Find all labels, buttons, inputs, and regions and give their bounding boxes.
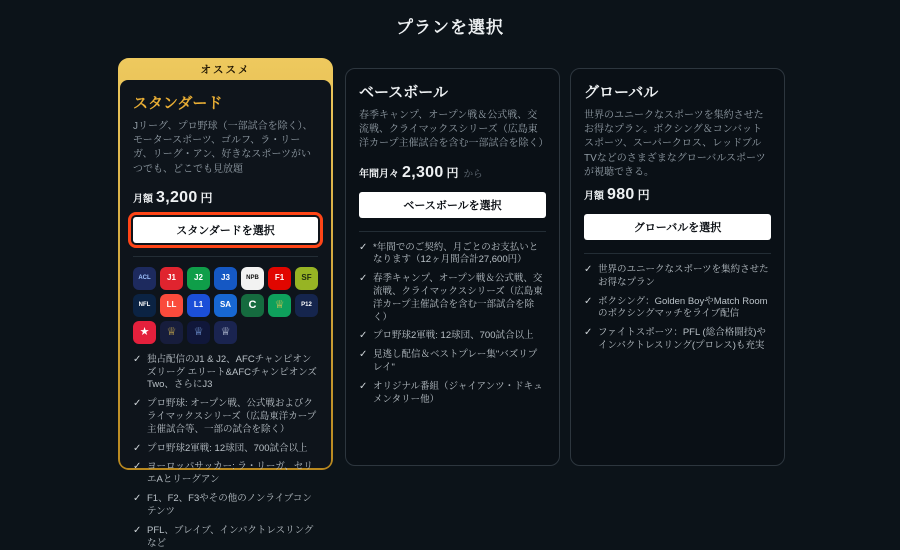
- feature-item: [584, 327, 771, 353]
- ligue1-icon: L1: [187, 294, 210, 317]
- boxing-icon: ★: [133, 321, 156, 344]
- npb-icon: NPB: [241, 267, 264, 290]
- fifa-club-world-cup-icon: ♕: [160, 321, 183, 344]
- check-icon: ✓: [133, 442, 142, 454]
- feature-text: ボクシング：Golden BoyやMatch Roomのボクシングマッチをライブ配信: [598, 295, 768, 320]
- feature-item: [133, 443, 318, 456]
- price-prefix: 月額: [133, 193, 153, 205]
- plan-card-global: [570, 68, 785, 466]
- check-icon: ✓: [359, 273, 368, 285]
- serie-a-icon: SA: [214, 294, 237, 317]
- coppa-italia-icon: ♕: [268, 294, 291, 317]
- feature-text: *年間でのご契約、月ごとのお支払いとなります（12ヶ月間合計27,600円）: [373, 241, 539, 266]
- check-icon: ✓: [133, 493, 142, 505]
- feature-text: F1、F2、F3やその他のノンライブコンテンツ: [147, 493, 312, 517]
- check-icon: ✓: [133, 524, 142, 536]
- feature-item: [359, 330, 546, 343]
- feature-text: プロ野球: オープン戦、公式戦およびクライマックスシリーズ（広島東洋カープ主催試合等、一部の試合を除く）: [147, 398, 317, 435]
- feature-item: [359, 242, 546, 268]
- page-title: プランを選択: [396, 18, 504, 37]
- price-unit: 円: [637, 187, 650, 202]
- price-suffix: から: [463, 168, 483, 180]
- price-value: 3,200: [156, 188, 198, 206]
- plan-title-baseball: ベースボール: [359, 84, 448, 101]
- super-formula-icon: SF: [295, 267, 318, 290]
- divider: [359, 231, 546, 232]
- check-icon: ✓: [133, 461, 142, 473]
- feature-item: [359, 381, 546, 407]
- feature-item: [133, 398, 318, 436]
- price-prefix: 月額: [584, 190, 604, 202]
- feature-text: オリジナル番組（ジャイアンツ・ドキュメンタリー他）: [373, 380, 543, 405]
- plan-price-global: [584, 186, 771, 204]
- f1-icon: F1: [268, 267, 291, 290]
- feature-list-global: [584, 264, 771, 353]
- feature-item: [584, 296, 771, 322]
- check-icon: ✓: [584, 263, 593, 275]
- feature-text: ヨーロッパサッカー: ラ・リーガ、セリエAとリーグアン: [147, 461, 313, 486]
- feature-text: PFL、ブレイブ、インパクトレスリングなど: [147, 524, 314, 549]
- feature-item: [133, 525, 318, 550]
- efl-cup-icon: C: [241, 294, 264, 317]
- check-icon: ✓: [359, 241, 368, 253]
- check-icon: ✓: [359, 349, 368, 361]
- feature-item: [584, 264, 771, 290]
- feature-text: 見逃し配信＆ベストプレー集"バズリプレイ": [373, 349, 538, 374]
- price-unit: 円: [200, 190, 213, 205]
- feature-text: 世界のユニークなスポーツを集約させたお得なプラン: [598, 263, 769, 288]
- plan-description-standard: Jリーグ、プロ野球（一部試合を除く）、モータースポーツ、ゴルフ、ラ・リーガ、リーグ・アン、好きなスポーツがいつでも、どこでも見放題: [133, 121, 313, 175]
- feature-text: プロ野球2軍戦: 12球団、700試合以上: [373, 330, 534, 342]
- select-standard-button[interactable]: スタンダードを選択: [133, 217, 318, 243]
- select-baseball-button[interactable]: ベースボールを選択: [359, 192, 546, 218]
- feature-item: [133, 354, 318, 392]
- feature-text: 独占配信のJ1 & J2、AFCチャンピオンズリーグ エリート&AFCチャンピオンズTwo、さらにJ3: [147, 353, 317, 391]
- feature-list-standard: [133, 354, 318, 550]
- feature-item: [133, 461, 318, 487]
- check-icon: ✓: [133, 353, 142, 365]
- feature-item: [359, 349, 546, 375]
- price-unit: 円: [446, 165, 459, 180]
- feature-list-baseball: [359, 242, 546, 407]
- laliga-icon: LL: [160, 294, 183, 317]
- j1-league-icon: J1: [160, 267, 183, 290]
- premier12-icon: P12: [295, 294, 318, 317]
- divider: [133, 256, 318, 257]
- club-competition-icon: ♕: [214, 321, 237, 344]
- league-icon-grid: [133, 267, 318, 344]
- plan-card-standard: [118, 58, 333, 549]
- plan-title-global: グローバル: [584, 84, 659, 101]
- plan-price-standard: [133, 189, 318, 207]
- recommended-badge: オススメ: [200, 64, 251, 76]
- plan-card-standard-body: [120, 80, 331, 549]
- price-prefix: 年間月々: [359, 168, 399, 180]
- plan-title-standard: スタンダード: [133, 95, 223, 112]
- check-icon: ✓: [133, 398, 142, 410]
- plan-price-baseball: [359, 164, 546, 182]
- plan-description-baseball: 春季キャンプ、オープン戦＆公式戦、交流戦、クライマックスシリーズ（広島東洋カープ主催試合を含む一部試合を除く）: [359, 110, 549, 150]
- check-icon: ✓: [359, 330, 368, 342]
- feature-item: [359, 273, 546, 324]
- feature-text: 春季キャンプ、オープン戦＆公式戦、交流戦、クライマックスシリーズ（広島東洋カープ主催試合を含む一部試合を除く）: [373, 273, 543, 323]
- divider: [584, 253, 771, 254]
- check-icon: ✓: [584, 295, 593, 307]
- j3-league-icon: J3: [214, 267, 237, 290]
- afc-champions-league-elite-icon: ACL: [133, 267, 156, 290]
- feature-text: ファイトスポーツ：PFL (総合格闘技)やインパクトレスリング(プロレス)も充実: [598, 327, 766, 351]
- nfl-icon: NFL: [133, 294, 156, 317]
- select-global-button[interactable]: グローバルを選択: [584, 214, 771, 240]
- check-icon: ✓: [584, 327, 593, 339]
- feature-item: [133, 493, 318, 519]
- price-value: 980: [607, 185, 635, 203]
- uefa-super-cup-icon: ♕: [187, 321, 210, 344]
- j2-league-icon: J2: [187, 267, 210, 290]
- plan-description-global: 世界のユニークなスポーツを集約させたお得なプラン。ボクシング＆コンバットスポーツ、スーパークロス、レッドブルTVなどのさまざまなグローバルスポーツが視聴できる。: [584, 110, 766, 178]
- feature-text: プロ野球2軍戦: 12球団、700試合以上: [147, 442, 308, 454]
- check-icon: ✓: [359, 380, 368, 392]
- plan-card-baseball: [345, 68, 560, 466]
- price-value: 2,300: [402, 163, 444, 181]
